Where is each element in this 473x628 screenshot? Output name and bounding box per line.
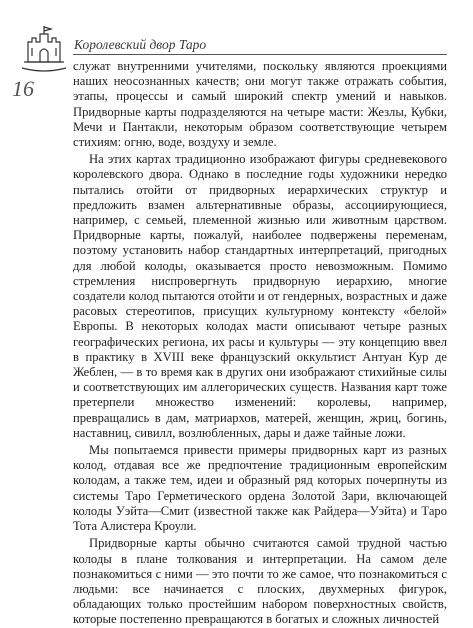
castle-emblem-icon [18, 24, 70, 76]
body-text [73, 59, 447, 628]
paragraph: Мы попытаемся привести примеры придворных карт из разных колод, отдавая все же предпочтение традиционным европейским колодам, а также тем, идеи и образный ряд которых почерпнуты из системы Таро Герметического ордена Золотой Зари, включающей колоды Уэйта—Смит (известной также как Райдера—Уэйта) и Таро Тота Алистера Кроули. [73, 443, 447, 534]
paragraph: На этих картах традиционно изображают фигуры средневекового королевского двора. Однако в последние годы художники нередко пытались отойти от придворных иерархических структур и предложить взамен альтернативные образы, ассоциирующиеся, например, с семьей, племенной жизнью или животным царством. Придворные карты, пожалуй, наиболее подвержены переменам, поэтому установить набор стандартных интерпретаций, пригодных для любой колоды, оказывается просто невозможным. Помимо стремления ниспровергнуть придворную иерархию, многие создатели колод пытаются отойти и от гендерных, возрастных и даже расовых стереотипов, присущих культурному контексту «белой» Европы. В некоторых колодах масти описывают четыре разных географических региона, их расы и культуры — эту концепцию ввел в практику в XVIII веке французский оккультист Антуан Кур де Жеблен, — в то время как в других они изображают стихийные силы и соответствующих им аллегорических существ. Названия карт тоже претерпели множество изменений: королевы, например, превращались в дам, матриархов, матерей, женщин, жриц, богинь, наставниц, сивилл, возлюбленных, дары и даже тайные ложи. [73, 152, 447, 440]
paragraph: Придворные карты обычно считаются самой трудной частью колоды в плане толкования и интерпретации. На самом деле познакомиться с ними — это почти то же самое, что познакомиться с людьми: все начинается с плоских, двухмерных фигурок, обладающих только простейшим набором поверхностных свойств, которые постепенно превращаются в богатых и сложных личностей [73, 536, 447, 627]
page-number: 16 [12, 76, 34, 101]
header-divider [73, 54, 447, 55]
running-head: Королевский двор Таро [74, 37, 207, 52]
paragraph: служат внутренними учителями, поскольку являются проекциями наших неосознанных качеств; они могут также отражать события, этапы, процессы и самый широкий спектр умений и навыков. Придворные карты подразделяются на четыре масти: Жезлы, Кубки, Мечи и Пантакли, некоторым образом соответствующие четырем стихиям: огню, воде, воздуху и земле. [73, 59, 447, 150]
